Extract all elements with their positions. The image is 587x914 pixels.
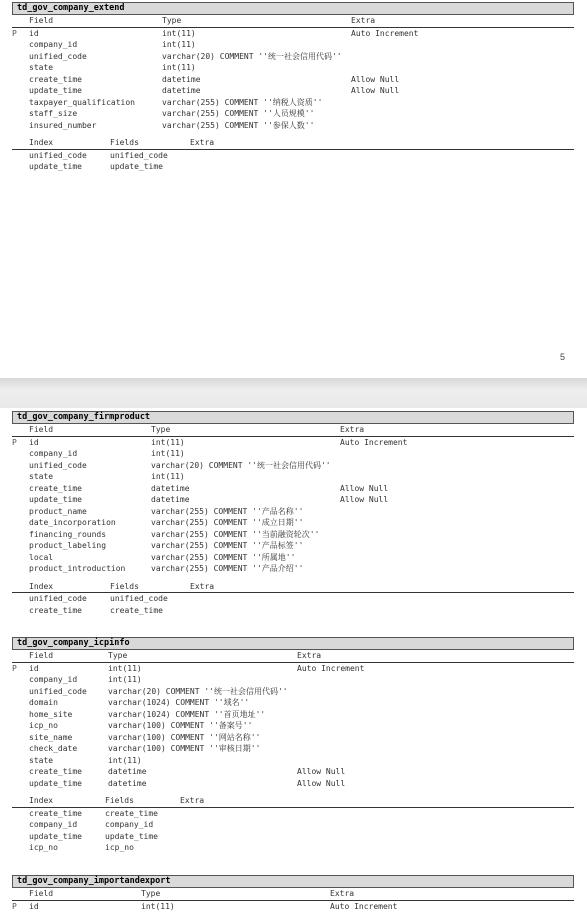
index-row [12, 605, 574, 617]
field-name: local [29, 552, 54, 562]
primary-key-marker: P [12, 663, 17, 673]
index-header-row [12, 137, 574, 150]
index-fields: company_id [105, 820, 154, 829]
field-row [12, 901, 574, 913]
field-header-row [12, 650, 574, 663]
field-row [12, 766, 574, 778]
field-name: site_name [29, 732, 73, 742]
index-fields: update_time [105, 831, 158, 841]
table-title: td_gov_company_extend [12, 2, 574, 15]
field-header-row [12, 15, 574, 28]
field-row [12, 471, 574, 483]
field-type: int(11) [151, 472, 185, 481]
field-type: varchar(20) COMMENT ''统一社会信用代码'' [151, 460, 331, 470]
field-name: state [29, 755, 54, 765]
field-type: varchar(20) COMMENT ''统一社会信用代码'' [108, 686, 288, 696]
field-type: varchar(100) COMMENT ''备案号'' [108, 721, 253, 730]
extra-column-header: Extra [330, 889, 355, 898]
index-fields: update_time [110, 162, 163, 171]
field-row [12, 51, 574, 63]
fields-column-header: Fields [110, 138, 139, 147]
field-row [12, 529, 574, 541]
index-extra-column-header: Extra [180, 796, 205, 805]
table-block [12, 2, 574, 173]
extra-column-header: Extra [297, 651, 322, 660]
table-title: td_gov_company_icpinfo [12, 637, 574, 650]
field-name: unified_code [29, 51, 87, 61]
field-column-header: Field [29, 16, 54, 25]
document-page-1 [0, 0, 587, 378]
field-name: company_id [29, 449, 78, 458]
field-type: varchar(255) COMMENT ''参保人数'' [162, 120, 315, 130]
primary-key-marker: P [12, 901, 17, 911]
field-type: varchar(255) COMMENT ''所属地'' [151, 552, 296, 562]
table-block [12, 637, 574, 854]
field-name: check_date [29, 744, 78, 753]
field-extra: Auto Increment [330, 901, 398, 911]
field-type: varchar(255) COMMENT ''产品标签'' [151, 541, 304, 550]
field-column-header: Field [29, 889, 54, 898]
field-type: int(11) [162, 28, 196, 38]
index-name: create_time [29, 808, 82, 818]
field-header-row [12, 424, 574, 437]
index-header-row [12, 581, 574, 594]
field-name: unified_code [29, 686, 87, 696]
type-column-header: Type [108, 651, 128, 660]
type-column-header: Type [151, 425, 171, 434]
field-name: product_introduction [29, 564, 126, 573]
field-type: varchar(255) COMMENT ''产品介绍'' [151, 564, 304, 573]
field-type: int(11) [141, 901, 175, 911]
index-row [12, 842, 574, 854]
index-name: unified_code [29, 150, 87, 160]
table-block [12, 875, 574, 912]
field-row [12, 62, 574, 74]
field-name: unified_code [29, 460, 87, 470]
index-row [12, 161, 574, 173]
field-type: varchar(255) COMMENT ''当前融资轮次'' [151, 529, 320, 539]
table-title: td_gov_company_importandexport [12, 875, 574, 888]
field-name: state [29, 472, 54, 481]
field-name: state [29, 63, 54, 72]
field-row [12, 460, 574, 472]
document-page-2 [0, 408, 587, 914]
field-name: company_id [29, 675, 78, 684]
field-column-header: Field [29, 651, 54, 660]
index-name: unified_code [29, 594, 87, 603]
page-number: 5 [559, 352, 565, 362]
field-type: datetime [151, 483, 190, 493]
index-fields: unified_code [110, 594, 168, 603]
field-name: id [29, 28, 39, 38]
field-row [12, 732, 574, 744]
field-extra: Allow Null [340, 483, 389, 493]
field-row [12, 120, 574, 132]
index-row [12, 150, 574, 162]
field-column-header: Field [29, 425, 54, 434]
field-row [12, 483, 574, 495]
field-name: financing_rounds [29, 529, 107, 539]
index-column-header: Index [29, 581, 54, 591]
field-name: domain [29, 698, 58, 707]
index-header-row [12, 795, 574, 808]
field-row [12, 39, 574, 51]
field-type: varchar(1024) COMMENT ''首页地址'' [108, 709, 266, 719]
index-row [12, 808, 574, 820]
field-row [12, 674, 574, 686]
field-row [12, 552, 574, 564]
field-extra: Auto Increment [297, 663, 365, 673]
field-name: icp_no [29, 721, 58, 730]
field-row [12, 778, 574, 790]
field-name: product_labeling [29, 541, 107, 550]
index-row [12, 831, 574, 843]
field-name: create_time [29, 483, 82, 493]
field-row [12, 540, 574, 552]
field-row [12, 506, 574, 518]
field-type: varchar(255) COMMENT ''纳税人资质'' [162, 97, 323, 107]
field-type: int(11) [108, 663, 142, 673]
field-type: datetime [151, 495, 190, 504]
field-name: product_name [29, 506, 87, 516]
field-name: update_time [29, 86, 82, 95]
field-type: int(11) [151, 449, 185, 458]
field-name: create_time [29, 74, 82, 84]
field-type: varchar(100) COMMENT ''网站名称'' [108, 732, 261, 742]
index-name: create_time [29, 605, 82, 615]
field-row [12, 28, 574, 40]
field-type: varchar(1024) COMMENT ''域名'' [108, 698, 250, 707]
extra-column-header: Extra [340, 425, 365, 434]
field-name: company_id [29, 40, 78, 49]
field-row [12, 663, 574, 675]
field-row [12, 494, 574, 506]
field-row [12, 448, 574, 460]
field-type: varchar(255) COMMENT ''成立日期'' [151, 518, 304, 527]
field-type: varchar(255) COMMENT ''产品名称'' [151, 506, 304, 516]
index-extra-column-header: Extra [190, 581, 215, 591]
index-fields: icp_no [105, 843, 134, 852]
type-column-header: Type [162, 16, 182, 25]
index-fields: unified_code [110, 150, 168, 160]
primary-key-marker: P [12, 28, 17, 38]
field-row [12, 697, 574, 709]
field-extra: Auto Increment [340, 437, 408, 447]
field-row [12, 85, 574, 97]
index-name: update_time [29, 162, 82, 171]
field-row [12, 755, 574, 767]
field-extra: Auto Increment [351, 28, 419, 38]
extra-column-header: Extra [351, 16, 376, 25]
field-row [12, 437, 574, 449]
field-header-row [12, 888, 574, 901]
field-type: int(11) [108, 755, 142, 765]
table-title: td_gov_company_firmproduct [12, 411, 574, 424]
field-name: date_incorporation [29, 518, 116, 527]
field-type: int(11) [162, 40, 196, 49]
field-name: taxpayer_qualification [29, 97, 135, 107]
field-type: datetime [108, 778, 147, 788]
fields-column-header: Fields [110, 581, 139, 591]
field-type: datetime [108, 767, 147, 776]
index-row [12, 593, 574, 605]
field-name: id [29, 437, 39, 447]
type-column-header: Type [141, 889, 161, 898]
page-separator [0, 378, 587, 408]
field-type: varchar(255) COMMENT ''人员规模'' [162, 109, 315, 118]
field-extra: Allow Null [340, 495, 389, 504]
field-name: update_time [29, 495, 82, 504]
field-type: int(11) [162, 63, 196, 72]
field-name: id [29, 901, 39, 911]
index-extra-column-header: Extra [190, 138, 215, 147]
field-row [12, 74, 574, 86]
index-column-header: Index [29, 796, 54, 805]
field-name: create_time [29, 767, 82, 776]
field-name: staff_size [29, 109, 78, 118]
field-type: datetime [162, 74, 201, 84]
index-name: update_time [29, 831, 82, 841]
fields-column-header: Fields [105, 796, 134, 805]
field-name: update_time [29, 778, 82, 788]
field-type: datetime [162, 86, 201, 95]
field-row [12, 517, 574, 529]
field-name: insured_number [29, 120, 97, 130]
table-block [12, 411, 574, 616]
index-fields: create_time [105, 808, 158, 818]
field-row [12, 686, 574, 698]
field-row [12, 563, 574, 575]
index-row [12, 819, 574, 831]
field-row [12, 709, 574, 721]
field-name: id [29, 663, 39, 673]
index-name: company_id [29, 820, 78, 829]
field-extra: Allow Null [297, 767, 346, 776]
primary-key-marker: P [12, 437, 17, 447]
field-row [12, 108, 574, 120]
field-name: home_site [29, 709, 73, 719]
index-fields: create_time [110, 605, 163, 615]
field-type: varchar(20) COMMENT ''统一社会信用代码'' [162, 51, 342, 61]
field-extra: Allow Null [351, 86, 400, 95]
field-extra: Allow Null [297, 778, 346, 788]
field-row [12, 97, 574, 109]
field-row [12, 720, 574, 732]
field-type: varchar(100) COMMENT ''审核日期'' [108, 744, 261, 753]
field-type: int(11) [108, 675, 142, 684]
index-column-header: Index [29, 138, 54, 147]
field-extra: Allow Null [351, 74, 400, 84]
index-name: icp_no [29, 843, 58, 852]
field-row [12, 743, 574, 755]
field-type: int(11) [151, 437, 185, 447]
